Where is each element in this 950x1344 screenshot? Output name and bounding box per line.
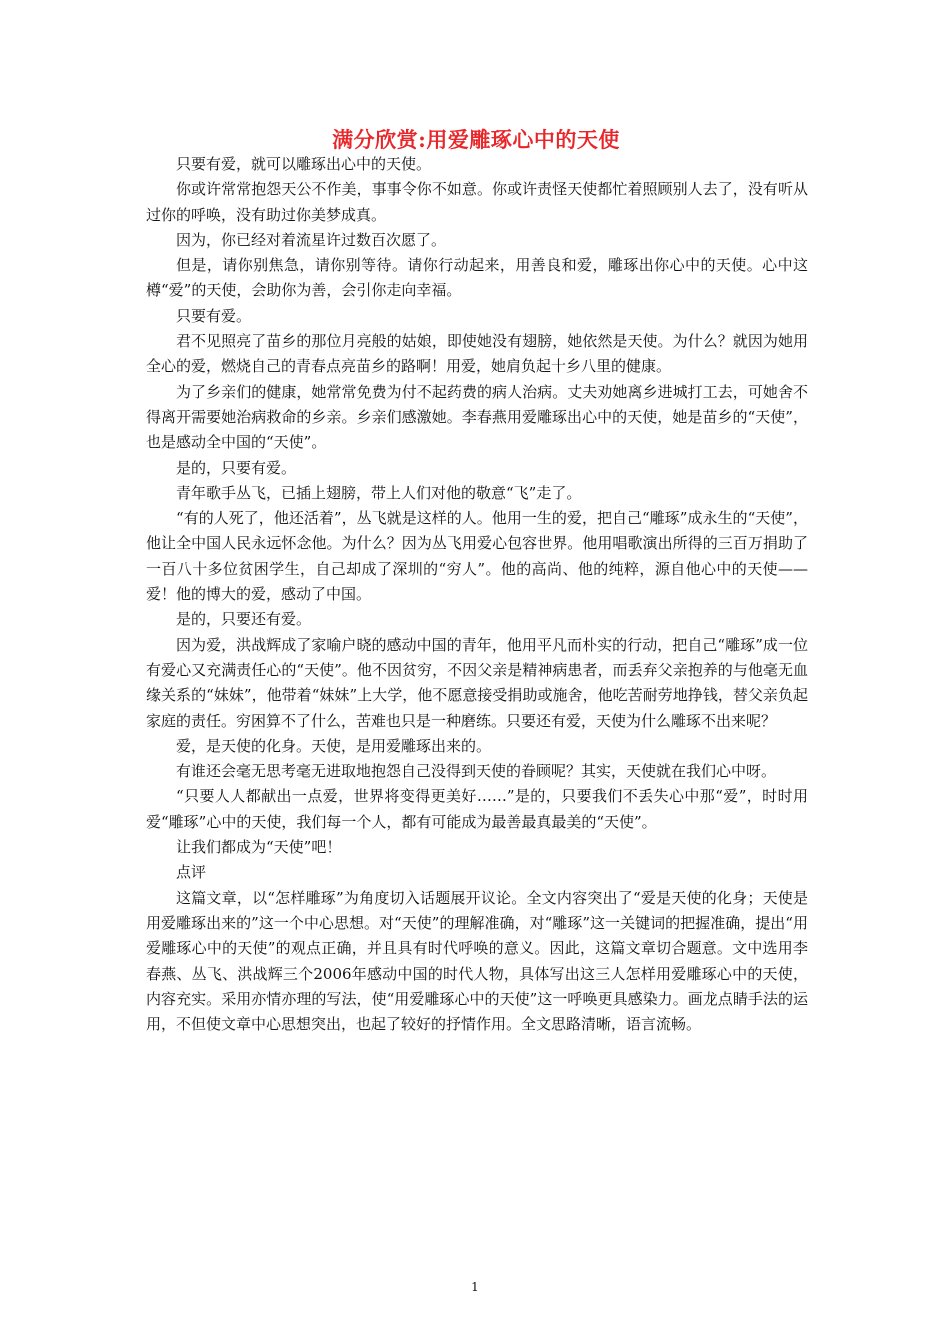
paragraph-1: 只要有爱，就可以雕琢出心中的天使。 xyxy=(176,155,432,173)
paragraph-12: 因为爱，洪战辉成了家喻户晓的感动中国的青年，他用平凡而朴实的行动，把自己“雕琢”成一位有爱心又充满责任心的“天使”。他不因贫穷，不因父亲是精神病患者，而丢弃父亲抱养的与他毫无血缘关系的“妹妹”，他带着“妹妹”上大学，他不愿意接受捐助或施舍，他吃苦耐劳地挣钱，替父亲负起家庭的责任。穷困算不了什么，苦难也只是一种磨练。只要还有爱，天使为什么雕琢不出来呢？ xyxy=(146,635,808,730)
paragraph-10: “有的人死了，他还活着”，丛飞就是这样的人。他用一生的爱，把自己“雕琢”成永生的“天使”，他让全中国人民永远怀念他。为什么？因为丛飞用爱心包容世界。他用唱歌演出所得的三百万捐助了一百八十多位贫困学生，自己却成了深圳的“穷人”。他的高尚、他的纯粹，源自他心中的天使——爱！他的博大的爱，感动了中国。 xyxy=(146,509,808,604)
page-title: 满分欣赏:用爱雕琢心中的天使 xyxy=(332,127,620,152)
paragraph-8: 是的，只要有爱。 xyxy=(176,458,297,477)
commentary-heading: 点评 xyxy=(176,863,207,882)
paragraph-3: 因为，你已经对着流星许过数百次愿了。 xyxy=(176,230,447,249)
page-number: 1 xyxy=(471,1280,479,1294)
paragraph-2: 你或许常常抱怨天公不作美，事事令你不如意。你或许责怪天使都忙着照顾别人去了，没有听从过你的呼唤，没有助过你美梦成真。 xyxy=(146,180,808,224)
paragraph-4: 但是，请你别焦急，请你别等待。请你行动起来，用善良和爱，雕琢出你心中的天使。心中这樽“爱”的天使，会助你为善，会引你走向幸福。 xyxy=(146,256,808,300)
paragraph-5: 只要有爱。 xyxy=(176,306,252,325)
article-body xyxy=(146,152,808,1037)
paragraph-16: 让我们都成为“天使”吧！ xyxy=(176,838,342,857)
paragraph-15: “只要人人都献出一点爱，世界将变得更美好……”是的，只要我们不丢失心中那“爱”，时时用爱“雕琢”心中的天使，我们每一个人，都有可能成为最善最真最美的“天使”。 xyxy=(146,787,808,831)
paragraph-6: 君不见照亮了苗乡的那位月亮般的姑娘，即使她没有翅膀，她依然是天使。为什么？就因为她用全心的爱，燃烧自己的青春点亮苗乡的路啊！用爱，她肩负起十乡八里的健康。 xyxy=(146,332,808,376)
paragraph-9: 青年歌手丛飞，已插上翅膀，带上人们对他的敬意“飞”走了。 xyxy=(176,483,582,502)
paragraph-11: 是的，只要还有爱。 xyxy=(176,610,312,629)
paragraph-7: 为了乡亲们的健康，她常常免费为付不起药费的病人治病。丈夫劝她离乡进城打工去，可她舍不得离开需要她治病救命的乡亲。乡亲们感激她。李春燕用爱雕琢出心中的天使，她是苗乡的“天使”，也是感动全中国的“天使”。 xyxy=(146,382,808,452)
paragraph-14: 有谁还会毫无思考毫无进取地抱怨自己没得到天使的眷顾呢？其实，天使就在我们心中呀。 xyxy=(176,762,777,781)
paragraph-13: 爱，是天使的化身。天使，是用爱雕琢出来的。 xyxy=(176,736,492,755)
commentary-text: 这篇文章，以“怎样雕琢”为角度切入话题展开议论。全文内容突出了“爱是天使的化身；天使是用爱雕琢出来的”这一个中心思想。对“天使”的理解准确，对“雕琢”这一关键词的把握准确，提出“用爱雕琢心中的天使”的观点正确，并且具有时代呼唤的意义。因此，这篇文章切合题意。文中选用李春燕、丛飞、洪战辉三个2006年感动中国的时代人物，具体写出这三人怎样用爱雕琢心中的天使，内容充实。采用亦情亦理的写法，使“用爱雕琢心中的天使”这一呼唤更具感染力。画龙点睛手法的运用，不但使文章中心思想突出，也起了较好的抒情作用。全文思路清晰，语言流畅。 xyxy=(146,888,808,1034)
